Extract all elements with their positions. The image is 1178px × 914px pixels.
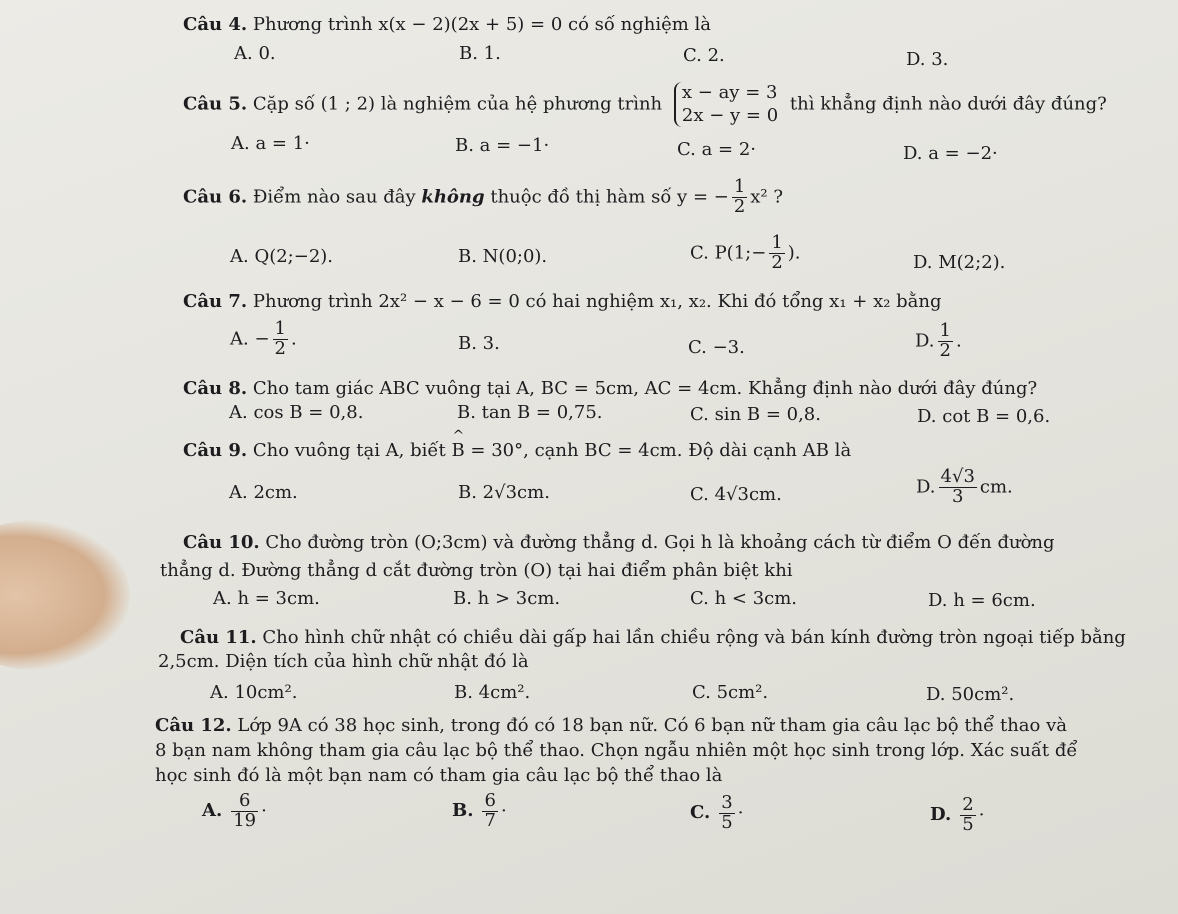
q9-option-d-den: 3 — [951, 485, 964, 507]
q6-option-c-post: ). — [787, 242, 801, 264]
q6-option-c — [690, 234, 801, 273]
q6-text-c: x² ? — [750, 186, 784, 208]
q7-option-a-den: 2 — [274, 337, 286, 359]
q5-eq1: x − ay = 3 — [681, 82, 778, 103]
q7-option-d: D. $\frac{1}{2}$ . — [915, 320, 962, 361]
q5-label: Câu 5. — [183, 93, 248, 115]
q4-option-d: D. 3. — [906, 49, 949, 70]
q6-fraction — [732, 178, 747, 217]
q11-option-d: D. 50cm². — [926, 684, 1015, 705]
q12-option-c-num: 3 — [721, 792, 733, 813]
q8-option-d: D. cot B = 0,6. — [917, 406, 1051, 427]
q4-option-a: A. 0. — [234, 43, 276, 64]
q12-line-2: 8 bạn nam không tham gia câu lạc bộ thể thao. Chọn ngẫu nhiên một học sinh trong lớp. Xác suất để — [155, 740, 1078, 761]
q5-text-a: Cặp số (1 ; 2) là nghiệm của hệ phương trình — [252, 93, 663, 115]
q5-stem — [183, 82, 1107, 127]
q6-frac-num: 1 — [733, 176, 746, 197]
q8-text: Cho tam giác ABC vuông tại A, BC = 5cm, AC = 4cm. Khẳng định nào dưới đây đúng? — [252, 378, 1038, 399]
q7-text: Phương trình 2x² − x − 6 = 0 có hai nghiệm x₁, x₂. Khi đó tổng x₁ + x₂ bằng — [252, 291, 942, 312]
q7-option-c: C. −3. — [688, 337, 745, 358]
q12-option-c-den: 5 — [721, 811, 733, 833]
q12-option-c-label: C. — [690, 802, 711, 824]
q6-label: Câu 6. — [183, 186, 248, 208]
q9-label: Câu 9. — [183, 440, 248, 461]
q7-option-a-num: 1 — [274, 318, 286, 339]
q4-option-b: B. 1. — [459, 43, 501, 64]
q10-label: Câu 10. — [183, 532, 260, 553]
q10-text-1: Cho đường tròn (O;3cm) và đường thẳng d. Gọi h là khoảng cách từ điểm O đến đường — [265, 532, 1055, 553]
q6-option-d: D. M(2;2). — [913, 252, 1006, 273]
q5-text-b: thì khẳng định nào dưới đây đúng? — [789, 93, 1107, 115]
q6-option-c-num: 1 — [771, 232, 783, 253]
q12-option-d-num: 2 — [962, 794, 974, 815]
q4-option-c: C. 2. — [683, 45, 725, 66]
q7-option-d-num: 1 — [939, 320, 951, 341]
q9-option-d-fraction — [939, 468, 977, 507]
q9-option-b: B. 2√3cm. — [458, 482, 550, 503]
q11-option-b: B. 4cm². — [454, 682, 531, 703]
q7-option-d-den: 2 — [939, 339, 951, 361]
q6-option-c-fraction — [769, 234, 784, 273]
q9-angle: ^ B — [451, 440, 464, 461]
q7-label: Câu 7. — [183, 291, 248, 312]
q12-option-a-fraction — [231, 792, 258, 831]
q12-option-b: B. $\frac{6}{7}$ · — [452, 790, 507, 831]
q10-line-2: thẳng d. Đường thẳng d cắt đường tròn (O) tại hai điểm phân biệt khi — [160, 560, 793, 581]
q5-system — [674, 82, 778, 127]
q7-option-d-fraction — [938, 322, 953, 361]
q6-text-b: thuộc đồ thị hàm số y = − — [490, 186, 729, 208]
q12-option-d-label: D. — [930, 804, 952, 826]
q6-option-c-den: 2 — [771, 251, 783, 273]
q12-option-b-num: 6 — [484, 790, 496, 811]
q9-option-c: C. 4√3cm. — [690, 484, 782, 505]
q11-label: Câu 11. — [180, 627, 257, 648]
q10-option-b: B. h > 3cm. — [453, 588, 561, 609]
q8-option-b: B. tan B = 0,75. — [457, 402, 603, 423]
q8-stem — [183, 378, 1037, 399]
q9-option-d-pre: D. — [916, 476, 936, 498]
q12-option-a-num: 6 — [231, 792, 258, 812]
q6-emph: không — [421, 186, 485, 208]
finger-shadow — [0, 520, 130, 670]
q12-option-b-label: B. — [452, 800, 474, 822]
q12-option-b-fraction — [482, 792, 497, 831]
q9-option-a: A. 2cm. — [229, 482, 298, 503]
q7-stem — [183, 291, 942, 312]
q6-option-c-pre: C. P(1;− — [690, 242, 767, 264]
q6-option-b: B. N(0;0). — [458, 246, 548, 267]
q4-text: Phương trình x(x − 2)(2x + 5) = 0 có số nghiệm là — [252, 14, 712, 35]
q12-option-a-den: 19 — [233, 809, 257, 831]
q11-text-1: Cho hình chữ nhật có chiều dài gấp hai lần chiều rộng và bán kính đường tròn ngoại tiếp bằng — [262, 627, 1126, 648]
q9-text-b: = 30°, cạnh BC = 4cm. Độ dài cạnh AB là — [470, 440, 852, 461]
q11-option-a: A. 10cm². — [210, 682, 298, 703]
q5-option-c: C. a = 2· — [677, 139, 757, 160]
q8-label: Câu 8. — [183, 378, 248, 399]
q10-option-a: A. h = 3cm. — [213, 588, 320, 609]
q12-option-c: C. $\frac{3}{5}$ · — [690, 792, 744, 833]
q8-option-c: C. sin B = 0,8. — [690, 404, 821, 425]
q9-text-a: Cho vuông tại A, biết — [252, 440, 446, 461]
q7-option-a-pre: A. − — [230, 328, 270, 350]
q12-option-d-den: 5 — [962, 813, 974, 835]
q10-option-c: C. h < 3cm. — [690, 588, 798, 609]
q5-option-d: D. a = −2· — [903, 143, 998, 164]
q6-text-a: Điểm nào sau đây — [252, 186, 416, 208]
q7-option-a: A. − $\frac{1}{2}$ . — [230, 318, 297, 359]
q6-frac-den: 2 — [733, 195, 746, 217]
q8-option-a: A. cos B = 0,8. — [229, 402, 364, 423]
q4-label: Câu 4. — [183, 14, 248, 35]
q10-option-d: D. h = 6cm. — [928, 590, 1036, 611]
q6-option-a: A. Q(2;−2). — [230, 246, 334, 267]
q12-option-a-label: A. — [202, 800, 223, 822]
q12-line-1 — [155, 715, 1067, 736]
q12-option-d: D. $\frac{2}{5}$ · — [930, 794, 985, 835]
q9-option-d-post: cm. — [979, 476, 1013, 498]
q7-option-b: B. 3. — [458, 333, 500, 354]
q12-option-a: A. $\frac{6}{19}$ · — [202, 790, 267, 831]
q12-option-c-fraction — [719, 794, 734, 833]
q11-line-1 — [180, 627, 1126, 648]
q11-option-c: C. 5cm². — [692, 682, 769, 703]
q4-stem — [183, 14, 711, 35]
q12-option-b-den: 7 — [484, 809, 496, 831]
q7-option-d-pre: D. — [915, 330, 935, 352]
q12-text-1: Lớp 9A có 38 học sinh, trong đó có 18 bạn nữ. Có 6 bạn nữ tham gia câu lạc bộ thể thao và — [237, 715, 1067, 736]
q5-option-b: B. a = −1· — [455, 135, 550, 156]
q12-line-3: học sinh đó là một bạn nam có tham gia câu lạc bộ thể thao là — [155, 765, 723, 786]
q12-option-d-fraction — [960, 796, 975, 835]
q9-option-d-num: 4√3 — [940, 466, 975, 487]
q5-option-a: A. a = 1· — [231, 133, 310, 154]
q9-option-d — [916, 468, 1013, 507]
q11-line-2: 2,5cm. Diện tích của hình chữ nhật đó là — [158, 651, 529, 672]
q12-label: Câu 12. — [155, 715, 232, 736]
q7-option-a-fraction — [273, 320, 288, 359]
q9-stem — [183, 440, 851, 461]
q5-eq2: 2x − y = 0 — [681, 104, 779, 126]
q6-stem — [183, 178, 783, 217]
q10-line-1 — [183, 532, 1055, 553]
